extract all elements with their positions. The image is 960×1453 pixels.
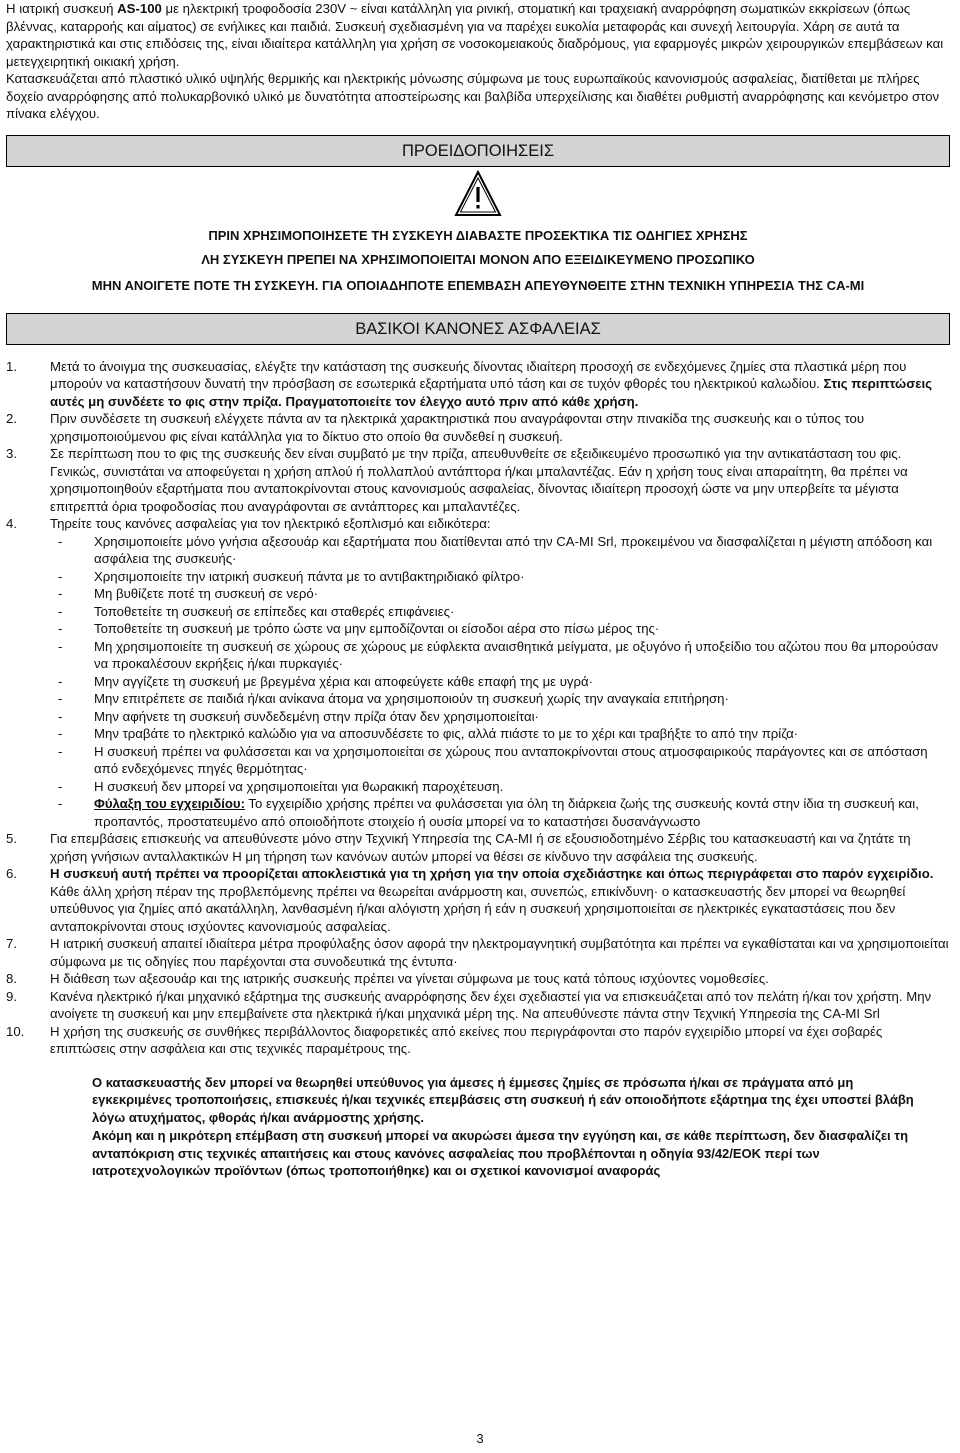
intro-description: με ηλεκτρική τροφοδοσία 230V ~ είναι κατάλληλη για ρινική, στοματική και τραχειακή αναρρόφηση σωματικών εκκρίσεων (όπως βλέννας, καταρροής και αίματος) σε ενήλικες και παιδιά. Συσκευή σχεδιασμένη για να παρέχει ευκολία μεταφοράς και συνεχή λειτουργία. Χάρη σε αυτά τα χαρακτηριστικά και στις επιδόσεις της, είναι ιδιαίτερα κατάλληλη για χρήση σε νοσοκομειακούς διαδρόμους, για εφαρμογές μικρών χειρουργικών επεμβάσεων και μετεγχειρητική οικιακή χρήση. [6, 1, 944, 69]
dash-marker: - [58, 778, 63, 794]
dash-marker: - [58, 673, 63, 689]
rule-text: Για επεμβάσεις επισκευής να απευθύνεστε μόνο στην Τεχνική Υπηρεσία της CA-MI ή σε εξουσιοδοτημένο Σέρβις του κατασκευαστή και να ζητάτε τη χρήση γνήσιων ανταλλακτικών Η μη τήρηση των κανόνων αυτών μπορεί να θέσει σε κίνδυνο την ασφάλεια της συσκευής. [50, 831, 911, 864]
list-item [50, 690, 950, 708]
rule-text: Η χρήση της συσκευής σε συνθήκες περιβάλλοντος διαφορετικές από εκείνες που περιγράφονται στο παρόν εγχειρίδιο μπορεί να έχει σοβαρές επιπτώσεις στην ασφάλεια και στις τεχνικές παραμέτρους της. [50, 1023, 883, 1056]
list-item-text: Μην τραβάτε το ηλεκτρικό καλώδιο για να αποσυνδέσετε το φις, αλλά πιάστε το με το χέρι και τραβήξτε το από την πρίζα· [94, 726, 799, 741]
list-item [50, 585, 950, 603]
dash-marker: - [58, 743, 63, 759]
dash-marker: - [58, 691, 63, 706]
warnings-heading: ΠΡΟΕΙΔΟΠΟΙΗΣΕΙΣ [6, 135, 950, 167]
rule-item [6, 445, 950, 515]
rule-number: 10. [6, 1023, 25, 1039]
intro-paragraph-1 [6, 0, 950, 70]
page-number: 3 [476, 1431, 484, 1446]
manual-page [6, 0, 950, 1180]
warning-triangle-icon [454, 170, 502, 218]
rule-text: Μετά το άνοιγμα της συσκευασίας, ελέγξτε την κατάσταση της συσκευής δίνοντας ιδιαίτερη προσοχή σε ενδεχόμενες ζημίες στα πλαστικά μέρη που μπορούν να καταστήσουν δυνατή την πρόσβαση σε εσωτερικά εξαρτήματα υπό τάση και σε τυχόν φθορές του ηλεκτρικού καλωδίου. [50, 358, 907, 391]
rule-item [6, 935, 950, 970]
list-item-text: Χρησιμοποιείτε την ιατρική συσκευή πάντα με το αντιβακτηριδιακό φίλτρο· [94, 568, 525, 584]
dash-marker: - [58, 796, 63, 811]
list-item [50, 778, 950, 796]
dash-marker: - [58, 621, 63, 636]
rule-text: Πριν συνδέσετε τη συσκευή ελέγχετε πάντα αν τα ηλεκτρικά χαρακτηριστικά που αναγράφονται στην πινακίδα της συσκευής και ο τύπος του χρησιμοποιούμενου φις είναι κατάλληλα για το δίκτυο στο οποίο θα συνδεθεί η συσκευή. [50, 411, 865, 444]
rule-text: Η διάθεση των αξεσουάρ και της ιατρικής συσκευής πρέπει να γίνεται σύμφωνα με τους κατά τόπους ισχύοντες νομοθεσίες. [50, 971, 769, 986]
intro-prefix: Η ιατρική συσκευή [6, 1, 118, 16]
list-item [50, 725, 950, 743]
list-item-text: Μη βυθίζετε ποτέ τη συσκευή σε νερό· [94, 586, 319, 601]
model-name: AS-100 [117, 1, 162, 16]
manufacturer-disclaimer [92, 1074, 932, 1181]
rule-number: 7. [6, 936, 17, 951]
dash-marker: - [58, 586, 63, 601]
rule-item [6, 865, 950, 935]
rule-text: Κανένα ηλεκτρικό ή/και μηχανικό εξάρτημα της συσκευής αναρρόφησης δεν έχει σχεδιαστεί για να επισκευάζεται από τον πελάτη ή/και τον χρήστη. Μην ανοίγετε τη συσκευή και μην επεμβαίνετε στα ηλεκτρικά ή/και μηχανικά μέρη της. Να απευθύνεστε πάντα στην Τεχνική Υπηρεσία της CA-MI Srl [50, 988, 932, 1021]
rule-text: Σε περίπτωση που το φις της συσκευής δεν είναι συμβατό με την πρίζα, απευθυνθείτε σε εξειδικευμένο προσωπικό για την αντικατάσταση του φις. Γενικώς, συνιστάται να αποφεύγεται η χρήση απλού ή πολλαπλού αντάπτορα ή/και μπαλαντέζας. Εάν η χρήση τους είναι απαραίτητη, θα πρέπει να χρησιμοποιηθούν εξαρτήματα που ανταποκρίνονται στους κανονισμούς ασφαλείας, δίνοντας ιδιαίτερη προσοχή ώστε να μην υπερβείτε τα μέγιστα επιτρεπτά όρια τροφοδοσίας που αναγράφονται σε αντάπτορες και μπαλαντέζες. [50, 446, 908, 514]
safety-rules-heading: ΒΑΣΙΚΟΙ ΚΑΝΟΝΕΣ ΑΣΦΑΛΕΙΑΣ [6, 313, 950, 345]
dash-marker: - [58, 638, 63, 654]
list-item [50, 795, 950, 830]
rule-item [6, 988, 950, 1023]
dash-marker: - [58, 568, 63, 584]
disclaimer-liability: Ο κατασκευαστής δεν μπορεί να θεωρηθεί υπεύθυνος για άμεσες ή έμμεσες ζημίες σε πρόσωπα ή/και σε πράγματα από μη εγκεκριμένες τροποποιήσεις, επισκευές ή/και τεχνικές επεμβάσεις στη συσκευή ή εάν οποιοδήποτε εξάρτημα της έχει υποστεί βλάβη λόγω ατυχήματος, φθοράς ή/και ανάρμοστης χρήσης. [92, 1074, 914, 1126]
rule-item [6, 358, 950, 411]
intro-paragraph-2: Κατασκευάζεται από πλαστικό υλικό υψηλής θερμικής και ηλεκτρικής μόνωσης σύμφωνα με τους ευρωπαϊκούς κανονισμούς ασφαλείας, διατίθεται με πλήρες δοχείο αναρρόφησης από πολυκαρβονικό υλικό με δυνατότητα αποστείρωσης και βαλβίδα υπερχείλισης και διαθέτει ρυθμιστή αναρρόφησης και κενόμετρο στον πίνακα ελέγχου. [6, 71, 940, 121]
dash-marker: - [58, 603, 63, 619]
list-item-text: Τοποθετείτε τη συσκευή με τρόπο ώστε να μην εμποδίζονται οι είσοδοι αέρα στο πίσω μέρος της· [94, 621, 660, 636]
rule-number: 4. [6, 516, 17, 531]
list-item-text: Τοποθετείτε τη συσκευή σε επίπεδες και σταθερές επιφάνειες· [94, 603, 455, 619]
rule-number: 9. [6, 988, 17, 1004]
electrical-rules-list [50, 533, 950, 831]
rule-number: 6. [6, 866, 17, 881]
list-item-text: Το εγχειρίδιο χρήσης πρέπει να φυλάσσεται για όλη τη διάρκεια ζωής της συσκευής κοντά στην ίδια τη συσκευή και, προπαντός, προστατευμένο από οποιοδήποτε στοιχείο ή ουσία μπορεί να το καταστήσει δυσανάγνωστο [94, 796, 919, 829]
list-item [50, 568, 950, 586]
manual-storage-label: Φύλαξη του εγχειριδίου: [94, 796, 245, 811]
rule-number: 8. [6, 971, 17, 986]
rule-text: Κάθε άλλη χρήση πέραν της προβλεπόμενης πρέπει να θεωρείται ανάρμοστη και, συνεπώς, επικίνδυνη· ο κατασκευαστής δεν μπορεί να θεωρηθεί υπεύθυνος για ζημίες από ακατάλληλη, λανθασμένη ή/και αλόγιστη χρήση ή εάν η συσκευή χρησιμοποιείται σε ηλεκτρικές εγκαταστάσεις που δεν ανταποκρίνονται στους ισχύοντες κανονισμούς ασφαλείας. [50, 883, 906, 934]
rule-item [6, 970, 950, 988]
rule-text: Η ιατρική συσκευή απαιτεί ιδιαίτερα μέτρα προφύλαξης όσον αφορά την ηλεκτρομαγνητική συμβατότητα και πρέπει να εγκαθίσταται και να χρησιμοποιείται σύμφωνα με τις οδηγίες που παρέχονται στα συνοδευτικά της έντυπα· [50, 936, 949, 969]
rule-item [6, 830, 950, 865]
list-item-text: Μην αφήνετε τη συσκευή συνδεδεμένη στην πρίζα όταν δεν χρησιμοποιείται· [94, 708, 539, 724]
rule-item [6, 1023, 950, 1058]
rule-number: 1. [6, 358, 17, 374]
rule-item [6, 410, 950, 445]
list-item [50, 708, 950, 726]
dash-marker: - [58, 708, 63, 724]
list-item-text: Χρησιμοποιείτε μόνο γνήσια αξεσουάρ και εξαρτήματα που διατίθενται από την CA-MI Srl, προκειμένου να διασφαλίζεται η μέγιστη απόδοση και ασφάλεια της συσκευής· [94, 533, 933, 566]
list-item-text: Μην επιτρέπετε σε παιδιά ή/και ανίκανα άτομα να χρησιμοποιούν τη συσκευή χωρίς την αναγκαία επιτήρηση· [94, 691, 729, 706]
dash-marker: - [58, 726, 63, 741]
list-item-text: Μην αγγίζετε τη συσκευή με βρεγμένα χέρια και αποφεύγετε κάθε επαφή της με υγρά· [94, 673, 594, 689]
list-item [50, 603, 950, 621]
list-item [50, 533, 950, 568]
rule-text: Τηρείτε τους κανόνες ασφαλείας για τον ηλεκτρικό εξοπλισμό και ειδικότερα: [50, 516, 491, 531]
warning-do-not-open: ΜΗΝ ΑΝΟΙΓΕΤΕ ΠΟΤΕ ΤΗ ΣΥΣΚΕΥΗ. ΓΙΑ ΟΠΟΙΑΔΗΠΟΤΕ ΕΠΕΜΒΑΣΗ ΑΠΕΥΘΥΝΘΕΙΤΕ ΣΤΗΝ ΤΕΧΝΙΚΗ ΥΠΗΡΕΣΙΑ ΤΗΣ CA-MI [91, 277, 865, 293]
rule-number: 2. [6, 411, 17, 426]
list-item [50, 620, 950, 638]
list-item [50, 743, 950, 778]
rule-number: 5. [6, 831, 17, 846]
warning-read-instructions: ΠΡΙΝ ΧΡΗΣΙΜΟΠΟΙΗΣΕΤΕ ΤΗ ΣΥΣΚΕΥΗ ΔΙΑΒΑΣΤΕ ΠΡΟΣΕΚΤΙΚΑ ΤΙΣ ΟΔΗΓΙΕΣ ΧΡΗΣΗΣ [208, 227, 748, 243]
list-item [50, 638, 950, 673]
list-item-text: Μη χρησιμοποιείτε τη συσκευή σε χώρους σε χώρους με εύφλεκτα αναισθητικά μείγματα, με οξυγόνο ή υποξείδιο του αζώτου που θα μπορούσαν να προκαλέσουν εκρήξεις ή/και πυρκαγιές· [94, 638, 939, 671]
disclaimer-warranty: Ακόμη και η μικρότερη επέμβαση στη συσκευή μπορεί να ακυρώσει άμεσα την εγγύηση και, σε κάθε περίπτωση, δεν διασφαλίζει τη ανταπόκριση στις τεχνικές απαιτήσεις και στους κανόνες ασφαλείας που προβλέπονται η οδηγία 93/42/ΕΟΚ περί των ιατροτεχνολογικών προϊόντων (όπως τροποποιήθηκε) και οι σχετικοί κανονισμοί αναφοράς [92, 1127, 909, 1179]
safety-rules-list [6, 358, 950, 1058]
list-item-text: Η συσκευή πρέπει να φυλάσσεται και να χρησιμοποιείται σε χώρους που ανταποκρίνονται στους ατμοσφαιρικούς παράγοντες και σε απόσταση από ενδεχόμενες πηγές θερμότητας· [94, 743, 928, 776]
list-item [50, 673, 950, 691]
dash-marker: - [58, 533, 63, 549]
rule-item [6, 515, 950, 830]
rule-emphasis: Η συσκευή αυτή πρέπει να προορίζεται αποκλειστικά για τη χρήση για την οποία σχεδιάστηκε και όπως περιγράφεται στο παρόν εγχειρίδιο. [50, 866, 934, 881]
warning-qualified-personnel: ΛΗ ΣΥΣΚΕΥΗ ΠΡΕΠΕΙ ΝΑ ΧΡΗΣΙΜΟΠΟΙΕΙΤΑΙ ΜΟΝΟΝ ΑΠΟ ΕΞΕΙΔΙΚΕΥΜΕΝΟ ΠΡΟΣΩΠΙΚΟ [201, 251, 755, 267]
rule-number: 3. [6, 446, 17, 461]
list-item-text: Η συσκευή δεν μπορεί να χρησιμοποιείται για θωρακική παροχέτευση. [94, 778, 504, 794]
rule-emphasis: Στις περιπτώσεις αυτές μη συνδέετε το φις στην πρίζα. Πραγματοποιείτε τον έλεγχο αυτό πριν από κάθε χρήση. [50, 376, 932, 409]
